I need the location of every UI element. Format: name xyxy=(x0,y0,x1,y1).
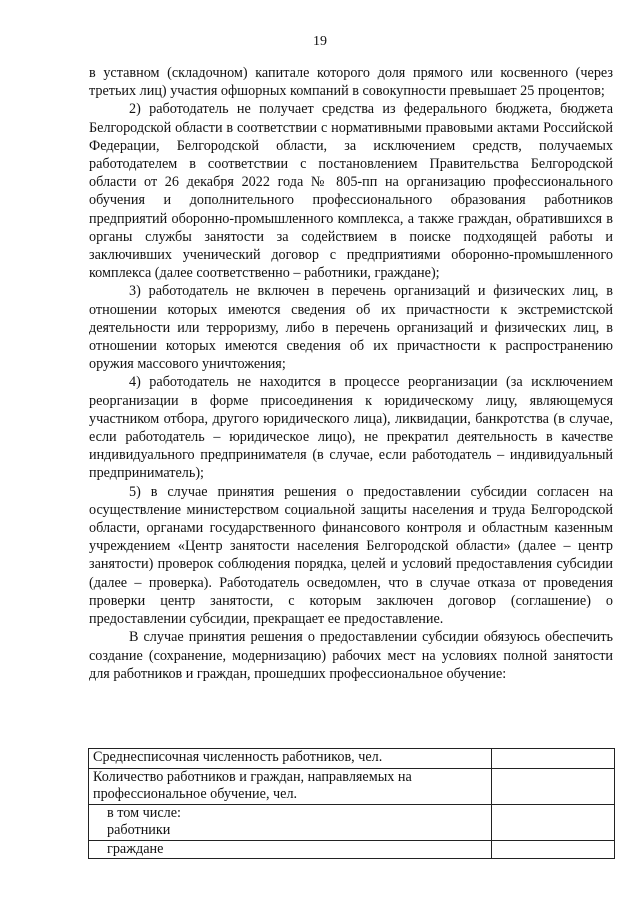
table-row xyxy=(89,805,615,841)
row-value-workers[interactable] xyxy=(492,805,615,841)
workforce-table xyxy=(88,748,615,859)
row-label-citizens-text: граждане xyxy=(107,841,164,857)
row-value-citizens[interactable] xyxy=(492,841,615,859)
paragraph-item-5: 5) в случае принятия решения о предоставлении субсидии согласен на осуществление министерством социальной защиты населения и труда Белгородской области, органами государственного финансового контроля и областным казенным учреждением «Центр занятости населения Белгородской области» (далее – центр занятости) проверок соблюдения порядка, целей и условий предоставления субсидии (далее – проверка). Работодатель осведомлен, что в случае отказа от проведения проверки центр занятости, с которым заключен договор (соглашение) о предоставлении субсидии, прекращает ее предоставление. xyxy=(89,483,613,628)
row-value-avg-headcount[interactable] xyxy=(492,749,615,769)
paragraph-item-4: 4) работодатель не находится в процессе реорганизации (за исключением реорганизации в форме присоединения к юридическому лицу, являющемуся участником отбора, другого юридического лица), ликвидации, банкротства (в случае, если работодатель – юридическое лицо), не прекратил деятельность в качестве индивидуального предпринимателя (в случае, если работодатель – индивидуальный предприниматель); xyxy=(89,374,613,482)
row-label-including: в том числе: xyxy=(107,805,181,821)
paragraph-continuation: в уставном (складочном) капитале которого доля прямого или косвенного (через третьих лиц) участия офшорных компаний в совокупности превышает 25 процентов; xyxy=(89,65,613,100)
table-row xyxy=(89,841,615,859)
row-label-workers xyxy=(89,805,492,841)
row-label-training-count: Количество работников и граждан, направляемых на профессиональное обучение, чел. xyxy=(89,769,492,805)
table-row xyxy=(89,749,615,769)
row-label-avg-headcount: Среднесписочная численность работников, чел. xyxy=(89,749,492,769)
page-number: 19 xyxy=(313,34,327,49)
paragraph-item-2: 2) работодатель не получает средства из федерального бюджета, бюджета Белгородской области в соответствии с нормативными правовыми актами Российской Федерации, Белгородской области, за исключением средств, получаемых работодателем в соответствии с постановлением Правительства Белгородской области от 26 декабря 2022 года № 805-пп на организацию профессионального обучения и дополнительного профессионального образования работников предприятий оборонно-промышленного комплекса, а также граждан, обратившихся в органы службы занятости за содействием в поиске подходящей работы и заключивших ученический договор с предприятиями оборонно-промышленного комплекса (далее соответственно – работники, граждане); xyxy=(89,101,613,282)
paragraph-obligation: В случае принятия решения о предоставлении субсидии обязуюсь обеспечить создание (сохранение, модернизацию) рабочих мест на условиях полной занятости для работников и граждан, прошедших профессиональное обучение: xyxy=(89,629,613,682)
paragraph-item-3: 3) работодатель не включен в перечень организаций и физических лиц, в отношении которых имеются сведения об их причастности к экстремистской деятельности или терроризму, либо в перечень организаций и физических лиц, в отношении которых имеются сведения об их причастности к распространению оружия массового уничтожения; xyxy=(89,283,613,373)
document-body xyxy=(89,64,613,683)
row-value-training-count[interactable] xyxy=(492,769,615,805)
row-label-workers-text: работники xyxy=(107,822,171,838)
table-row xyxy=(89,769,615,805)
row-label-citizens xyxy=(89,841,492,859)
